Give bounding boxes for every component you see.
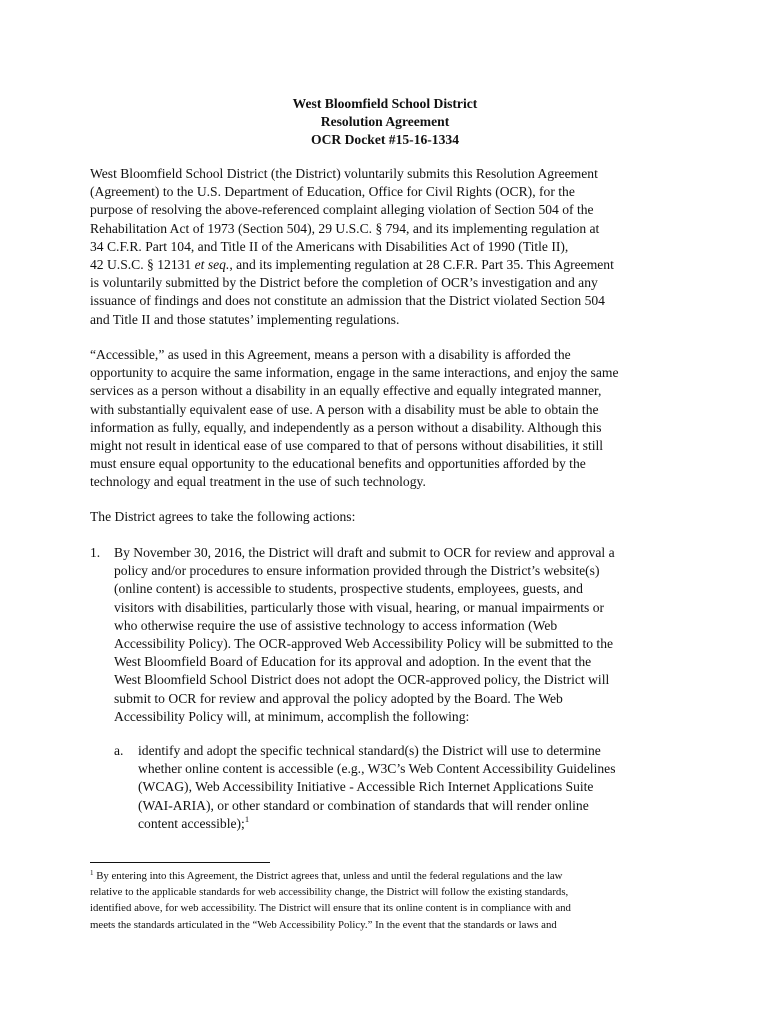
subitem-line: (WCAG), Web Accessibility Initiative - Accessible Rich Internet Applications Suite — [138, 779, 594, 795]
item-line: submit to OCR for review and approval the policy adopted by the Board. The Web — [114, 690, 563, 706]
item-line: visitors with disabilities, particularly those with visual, hearing, or manual impairments or — [114, 599, 605, 615]
citation-rest: , and its implementing regulation at 28 C.F.R. Part 35. This Agreement — [229, 257, 614, 273]
item-line: Accessibility Policy will, at minimum, accomplish the following: — [114, 708, 470, 724]
intro-line: (Agreement) to the U.S. Department of Education, Office for Civil Rights (OCR), for the — [90, 184, 575, 200]
footnote-separator — [90, 862, 270, 863]
action-item-1a — [138, 742, 698, 833]
action-item-1 — [114, 544, 694, 726]
item-line: who otherwise require the use of assistive technology to access information (Web — [114, 617, 558, 633]
intro-line-citation — [90, 256, 690, 274]
intro-paragraph — [90, 165, 690, 329]
definition-line: might not result in identical ease of use compared to that of persons without disabilities, it still — [90, 438, 604, 454]
item-line: (online content) is accessible to students, prospective students, employees, guests, and — [114, 581, 583, 597]
intro-line: issuance of findings and does not constitute an admission that the District violated Section 504 — [90, 293, 605, 309]
intro-line: purpose of resolving the above-referenced complaint alleging violation of Section 504 of the — [90, 202, 594, 218]
docket-number: OCR Docket #15-16-1334 — [311, 132, 459, 148]
sublist-letter: a. — [114, 743, 124, 758]
subitem-line: whether online content is accessible (e.g., W3C’s Web Content Accessibility Guidelines — [138, 761, 616, 777]
footnote-line: relative to the applicable standards for web accessibility change, the District will follow the existing standards, — [90, 886, 569, 899]
footnote — [90, 868, 700, 933]
intro-line: is voluntarily submitted by the District before the completion of OCR’s investigation and any — [90, 275, 598, 291]
footnote-reference[interactable]: 1 — [244, 813, 250, 824]
subitem-line-last — [138, 815, 698, 833]
footnote-line — [90, 868, 700, 884]
definition-line: technology and equal treatment in the use of such technology. — [90, 474, 426, 490]
item-line: West Bloomfield School District does not adopt the OCR-approved policy, the District will — [114, 672, 610, 688]
definition-line: information as fully, equally, and independently as a person without a disability. Although this — [90, 419, 602, 435]
footnote-line: meets the standards articulated in the “Web Accessibility Policy.” In the event that the standards or laws and — [90, 918, 557, 931]
item-line: By November 30, 2016, the District will draft and submit to OCR for review and approval a — [114, 545, 615, 560]
definition-line: must ensure equal opportunity to the educational benefits and opportunities afforded by the — [90, 456, 586, 472]
accessible-definition-paragraph — [90, 346, 690, 492]
citation-text: 42 U.S.C. § 12131 — [90, 257, 195, 273]
definition-line: with substantially equivalent ease of use. A person with a disability must be able to obtain the — [90, 401, 599, 417]
item-line: policy and/or procedures to ensure information provided through the District’s website(s) — [114, 563, 600, 579]
footnote-marker: 1 — [90, 869, 94, 877]
definition-line: opportunity to acquire the same information, engage in the same interactions, and enjoy the same — [90, 365, 619, 381]
intro-line: West Bloomfield School District (the District) voluntarily submits this Resolution Agreement — [90, 166, 598, 181]
subitem-text: content accessible); — [138, 815, 245, 831]
agreement-title: Resolution Agreement — [320, 114, 450, 130]
item-line: Accessibility Policy). The OCR-approved Web Accessibility Policy will be submitted to the — [114, 636, 614, 652]
document-heading — [90, 95, 680, 150]
intro-line: 34 C.F.R. Part 104, and Title II of the Americans with Disabilities Act of 1990 (Title II), — [90, 238, 569, 254]
subitem-line: identify and adopt the specific technical standard(s) the District will use to determine — [138, 743, 601, 758]
intro-line: Rehabilitation Act of 1973 (Section 504), 29 U.S.C. § 794, and its implementing regulation at — [90, 220, 600, 236]
actions-intro: The District agrees to take the following actions: — [90, 509, 356, 524]
intro-line: and Title II and those statutes’ implementing regulations. — [90, 311, 400, 327]
footnote-text: By entering into this Agreement, the District agrees that, unless and until the federal regulations and the law — [93, 870, 563, 882]
citation-italic: et seq. — [194, 257, 230, 273]
district-title: West Bloomfield School District — [292, 96, 478, 111]
footnote-line: identified above, for web accessibility. The District will ensure that its online content is in compliance with and — [90, 902, 571, 915]
definition-line: “Accessible,” as used in this Agreement, means a person with a disability is afforded the — [90, 347, 571, 362]
definition-line: services as a person without a disability in an equally effective and equally integrated manner, — [90, 383, 602, 399]
list-number: 1. — [90, 545, 101, 560]
item-line: West Bloomfield Board of Education for its approval and adoption. In the event that the — [114, 654, 592, 670]
subitem-line: (WAI-ARIA), or other standard or combination of standards that will render online — [138, 797, 589, 813]
